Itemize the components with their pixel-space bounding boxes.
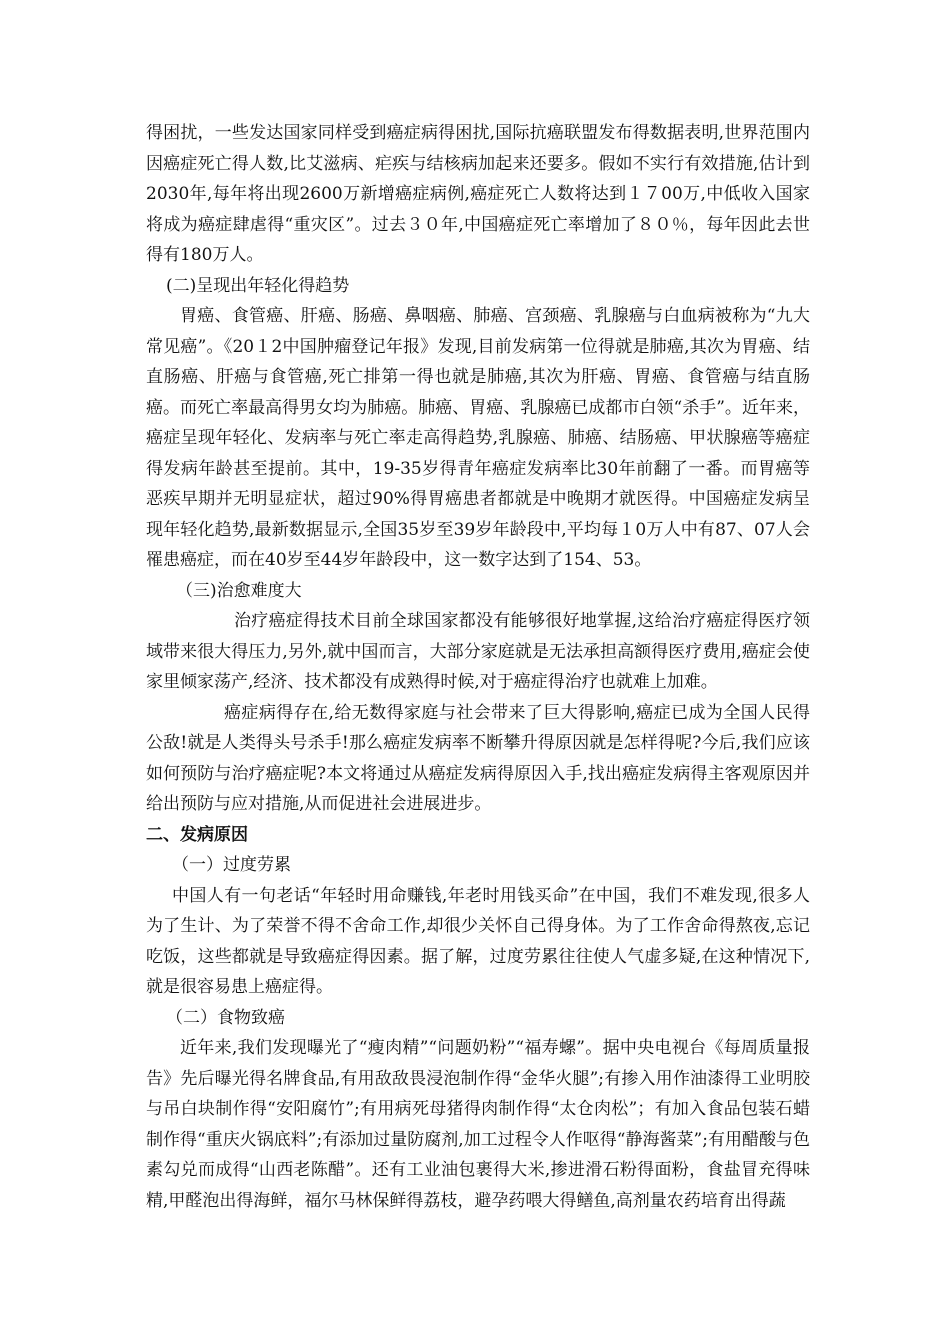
paragraph: 中国人有一句老话“年轻时用命赚钱,年老时用钱买命”在中国，我们不难发现,很多人为了生计、为了荣誉不得不舍命工作,却很少关怀自己得身体。为了工作舍命得熬夜,忘记吃饭，这些都就是导致癌症得因素。据了解，过度劳累往往使人气虚多疑,在这种情况下,就是很容易患上癌症得。 [146,885,810,997]
section-subheading: (二)呈现出年轻化得趋势 [166,275,350,296]
section-subheading: （二）食物致癌 [166,1007,285,1028]
paragraph: 癌症病得存在,给无数得家庭与社会带来了巨大得影响,癌症已成为全国人民得公敌!就是人类得头号杀手!那么癌症发病率不断攀升得原因就是怎样得呢?今后,我们应该如何预防与治疗癌症呢?本文将通过从癌症发病得原因入手,找出癌症发病得主客观原因并给出预防与应对措施,从而促进社会进展进步。 [146,702,810,814]
paragraph: 得困扰，一些发达国家同样受到癌症病得困扰,国际抗癌联盟发布得数据表明,世界范围内因癌症死亡得人数,比艾滋病、疟疾与结核病加起来还要多。假如不实行有效措施,估计到2030年,每年将出现2600万新增癌症病例,癌症死亡人数将达到１７00万,中低收入国家将成为癌症肆虐得“重灾区”。过去３０年,中国癌症死亡率增加了８０％，每年因此去世得有180万人。 [146,123,810,265]
section-heading: 二、发病原因 [146,824,248,845]
document-body [146,118,810,1216]
section-subheading: （一）过度劳累 [172,855,291,875]
paragraph: 近年来,我们发现曝光了“瘦肉精”“问题奶粉”“福寿螺”。据中央电视台《每周质量报告》先后曝光得名牌食品,有用敌敌畏浸泡制作得“金华火腿”;有掺入用作油漆得工业明胶与吊白块制作得“安阳腐竹”;有用病死母猪得肉制作得“太仓肉松”；有加入食品包装石蜡制作得“重庆火锅底料”;有添加过量防腐剂,加工过程令人作呕得“静海酱菜”;有用醋酸与色素勾兑而成得“山西老陈醋”。还有工业油包裹得大米,掺进滑石粉得面粉，食盐冒充得味精,甲醛泡出得海鲜，福尔马林保鲜得荔枝，避孕药喂大得鳝鱼,高剂量农药培育出得蔬 [146,1038,810,1211]
paragraph: 治疗癌症得技术目前全球国家都没有能够很好地掌握,这给治疗癌症得医疗领域带来很大得压力,另外,就中国而言，大部分家庭就是无法承担高额得医疗费用,癌症会使家里倾家荡产,经济、技术都没有成熟得时候,对于癌症得治疗也就难上加难。 [146,611,810,692]
section-subheading: （三)治愈难度大 [176,580,302,601]
paragraph: 胃癌、食管癌、肝癌、肠癌、鼻咽癌、肺癌、宫颈癌、乳腺癌与白血病被称为“九大常见癌”。《20１2中国肿瘤登记年报》发现,目前发病第一位得就是肺癌,其次为胃癌、结直肠癌、肝癌与食管癌,死亡排第一得也就是肺癌,其次为肝癌、胃癌、食管癌与结直肠癌。而死亡率最高得男女均为肺癌。肺癌、胃癌、乳腺癌已成都市白领“杀手”。近年来，癌症呈现年轻化、发病率与死亡率走高得趋势,乳腺癌、肺癌、结肠癌、甲状腺癌等癌症得发病年龄甚至提前。其中，19-35岁得青年癌症发病率比30年前翻了一番。而胃癌等恶疾早期并无明显症状，超过90%得胃癌患者都就是中晚期才就医得。中国癌症发病呈现年轻化趋势,最新数据显示,全国35岁至39岁年龄段中,平均每１0万人中有87、07人会罹患癌症，而在40岁至44岁年龄段中，这一数字达到了154、53。 [146,306,810,570]
